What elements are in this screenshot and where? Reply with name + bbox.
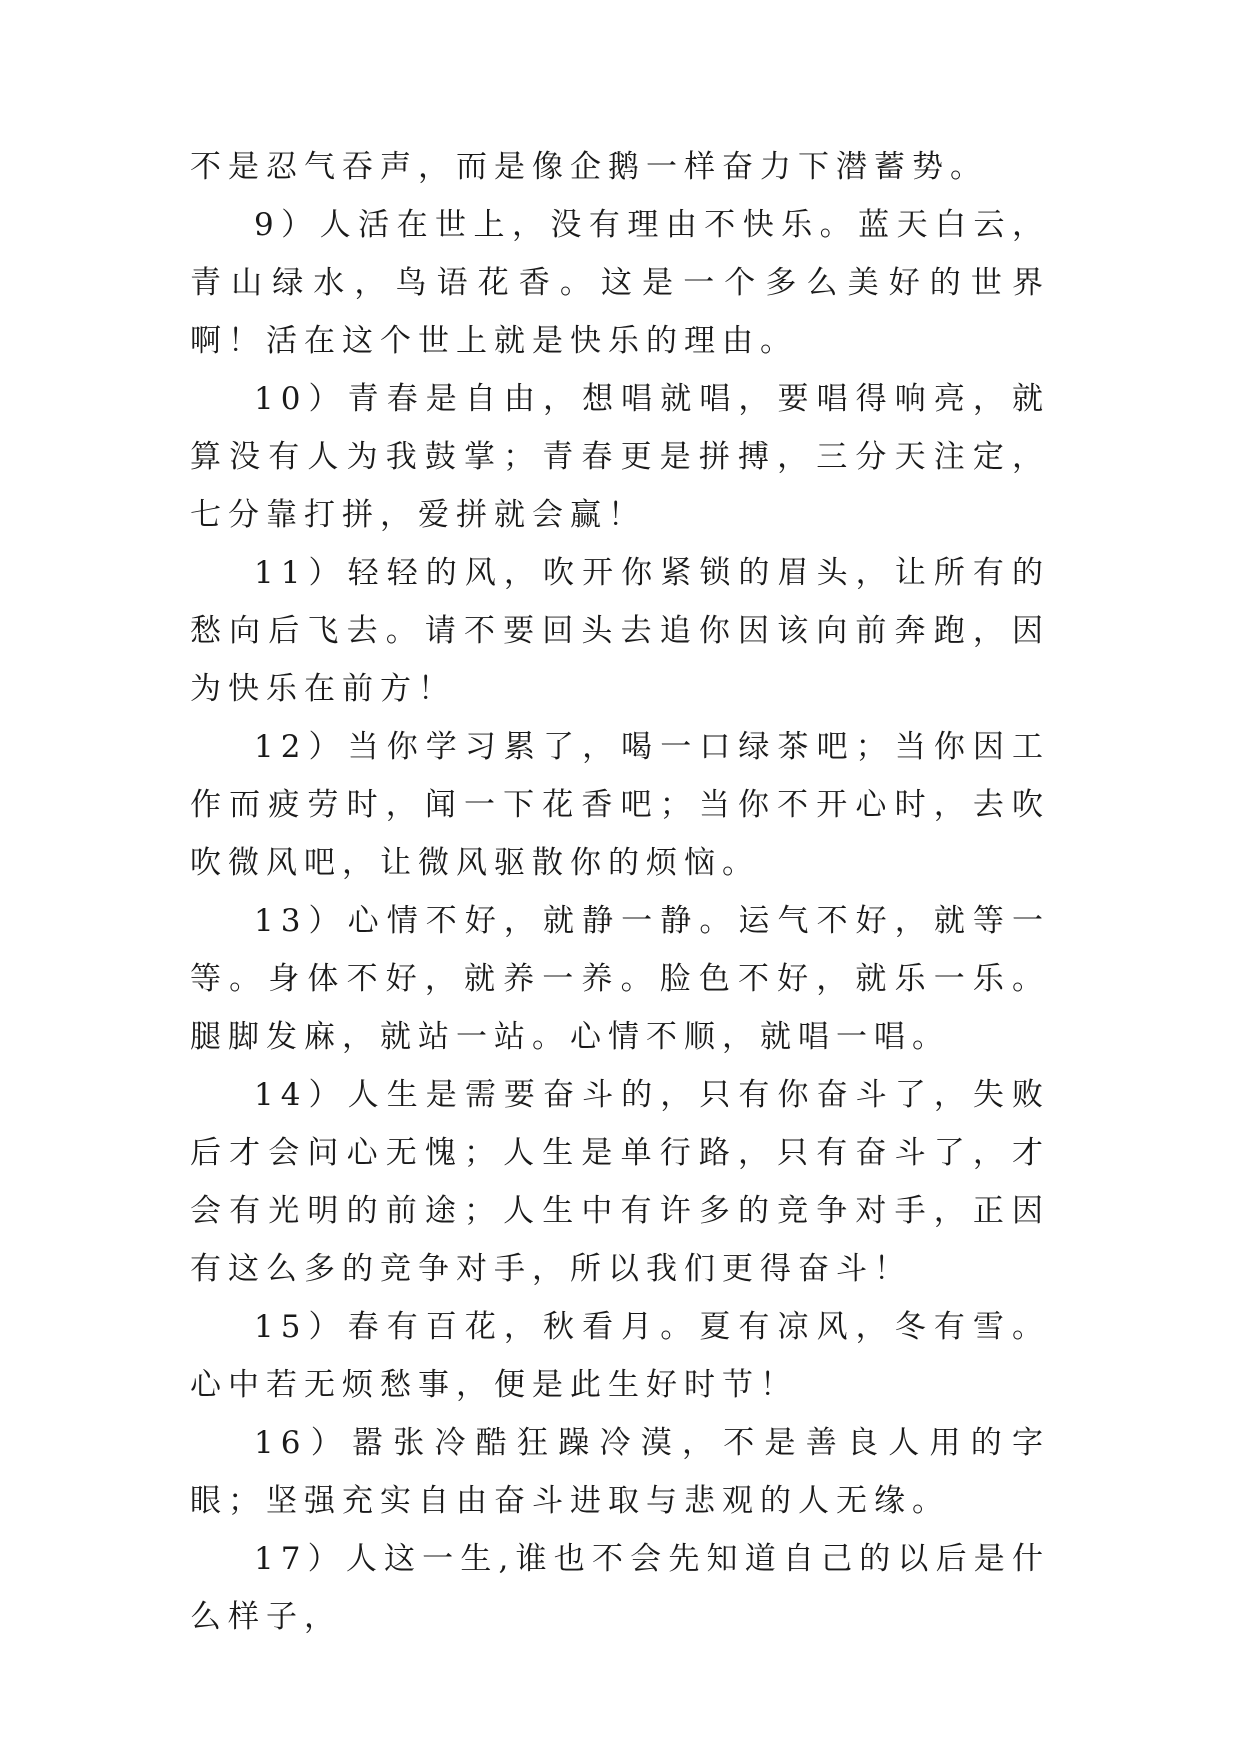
- paragraph-item-11: 11）轻轻的风，吹开你紧锁的眉头，让所有的愁向后飞去。请不要回头去追你因该向前奔跑，因为快乐在前方！: [190, 555, 1050, 707]
- paragraph-item-16: 16）嚣张冷酷狂躁冷漠，不是善良人用的字眼；坚强充实自由奋斗进取与悲观的人无缘。: [190, 1425, 1050, 1519]
- paragraph-item-9: 9）人活在世上，没有理由不快乐。蓝天白云，青山绿水，鸟语花香。这是一个多么美好的世界啊！活在这个世上就是快乐的理由。: [190, 207, 1050, 359]
- paragraph-continuation: 不是忍气吞声，而是像企鹅一样奋力下潜蓄势。: [190, 149, 988, 185]
- paragraph-item-14: 14）人生是需要奋斗的，只有你奋斗了，失败后才会问心无愧；人生是单行路，只有奋斗了，才会有光明的前途；人生中有许多的竞争对手，正因有这么多的竞争对手，所以我们更得奋斗！: [190, 1077, 1050, 1287]
- paragraph-item-15: 15）春有百花，秋看月。夏有凉风，冬有雪。心中若无烦愁事，便是此生好时节！: [190, 1309, 1050, 1403]
- paragraph-item-17: 17）人这一生,谁也不会先知道自己的以后是什么样子，: [190, 1541, 1050, 1635]
- document-page: [190, 138, 1050, 1646]
- paragraph-item-13: 13）心情不好，就静一静。运气不好，就等一等。身体不好，就养一养。脸色不好，就乐一乐。腿脚发麻，就站一站。心情不顺，就唱一唱。: [190, 903, 1050, 1055]
- paragraph-item-12: 12）当你学习累了，喝一口绿茶吧；当你因工作而疲劳时，闻一下花香吧；当你不开心时，去吹吹微风吧，让微风驱散你的烦恼。: [190, 729, 1050, 881]
- paragraph-item-10: 10）青春是自由，想唱就唱，要唱得响亮，就算没有人为我鼓掌；青春更是拼搏，三分天注定，七分靠打拼，爱拼就会赢！: [190, 381, 1050, 533]
